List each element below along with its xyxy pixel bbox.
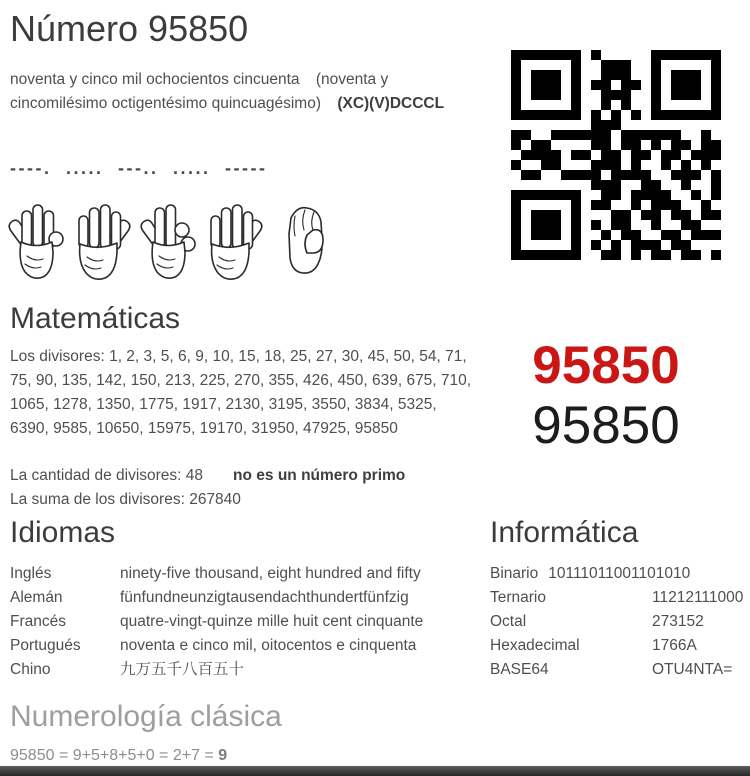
- base-label: BASE64: [490, 661, 549, 678]
- base-value: 11212111000: [652, 589, 744, 606]
- language-row: [10, 562, 423, 586]
- hand-sign-0-icon: [269, 200, 333, 284]
- base-row: [490, 562, 745, 586]
- base-value: OTU4NTA=: [652, 661, 733, 678]
- languages-table: [10, 562, 423, 682]
- cardinal-words: noventa y cinco mil ochocientos cincuenta: [10, 71, 300, 88]
- language-row: [10, 586, 423, 610]
- divisors-text: Los divisores: 1, 2, 3, 5, 6, 9, 10, 15, 18, 25, 27, 30, 45, 50, 54, 71, 75, 90, 135, 142, 150, 213, 225, 270, 355, 426, 450, 639, 675, 710, 1065, 1278, 1350, 1775, 1917, 2130, 3195, 3550, 3834, 5325, 6390, 9585, 10650, 15975, 19170, 31950, 47925, 95850: [10, 348, 472, 437]
- language-label: Chino: [10, 661, 51, 678]
- section-heading-matematicas: Matemáticas: [10, 302, 181, 335]
- base-label: Hexadecimal: [490, 637, 580, 654]
- language-row: [10, 610, 423, 634]
- primality-note: no es un número primo: [233, 467, 406, 484]
- base-label: Binario: [490, 565, 539, 582]
- language-value: fünfundneunzigtausendachthundertfünfzig: [120, 589, 409, 606]
- language-label: Alemán: [10, 589, 63, 606]
- roman-numeral: (XC)(V)DCCCL: [337, 95, 445, 112]
- number-display-black: 95850: [532, 396, 680, 455]
- base-value: 10111011001101010: [548, 565, 691, 582]
- base-row: [490, 658, 745, 682]
- language-value: ninety-five thousand, eight hundred and fifty: [120, 565, 421, 582]
- number-display-red: 95850: [532, 336, 680, 395]
- informatica-table: [490, 562, 745, 682]
- numerology-formula: [10, 747, 227, 765]
- hand-sign-8-icon: [137, 200, 201, 284]
- divisor-sum: La suma de los divisores: 267840: [10, 491, 241, 508]
- language-value: noventa e cinco mil, oitocentos e cinquenta: [120, 637, 417, 654]
- base-row: [490, 634, 745, 658]
- ordinal-words: (noventa y cincomilésimo octigentésimo quincuagésimo): [10, 71, 389, 112]
- hand-sign-9-icon: [5, 200, 69, 284]
- language-value: 九万五千八百五十: [120, 661, 245, 678]
- qr-code: [511, 50, 721, 260]
- footer-bar: [0, 766, 750, 776]
- base-row: [490, 610, 745, 634]
- section-heading-idiomas: Idiomas: [10, 516, 116, 549]
- base-label: Octal: [490, 613, 527, 630]
- number-in-words: [10, 68, 475, 116]
- language-label: Portugués: [10, 637, 81, 654]
- base-row: [490, 586, 745, 610]
- language-label: Inglés: [10, 565, 52, 582]
- divisor-count-line: [10, 467, 405, 485]
- sign-language-hands: [5, 200, 333, 284]
- hand-sign-5-icon: [203, 200, 267, 284]
- base-value: 273152: [652, 613, 704, 630]
- language-value: quatre-vingt-quinze mille huit cent cinquante: [120, 613, 424, 630]
- divisor-count: La cantidad de divisores: 48: [10, 467, 204, 484]
- page-title: Número 95850: [10, 8, 249, 49]
- formula-result: 9: [218, 747, 228, 764]
- section-heading-numerologia: Numerología clásica: [10, 700, 282, 733]
- base-value: 1766A: [652, 637, 697, 654]
- hand-sign-5-icon: [71, 200, 135, 284]
- formula-text: 95850 = 9+5+8+5+0 = 2+7 =: [10, 747, 219, 764]
- language-row: [10, 634, 423, 658]
- base-label: Ternario: [490, 589, 546, 606]
- language-row: [10, 658, 423, 682]
- language-label: Francés: [10, 613, 66, 630]
- section-heading-informatica: Informática: [490, 516, 639, 549]
- morse-code: ----. ..... ---.. ..... -----: [10, 158, 268, 178]
